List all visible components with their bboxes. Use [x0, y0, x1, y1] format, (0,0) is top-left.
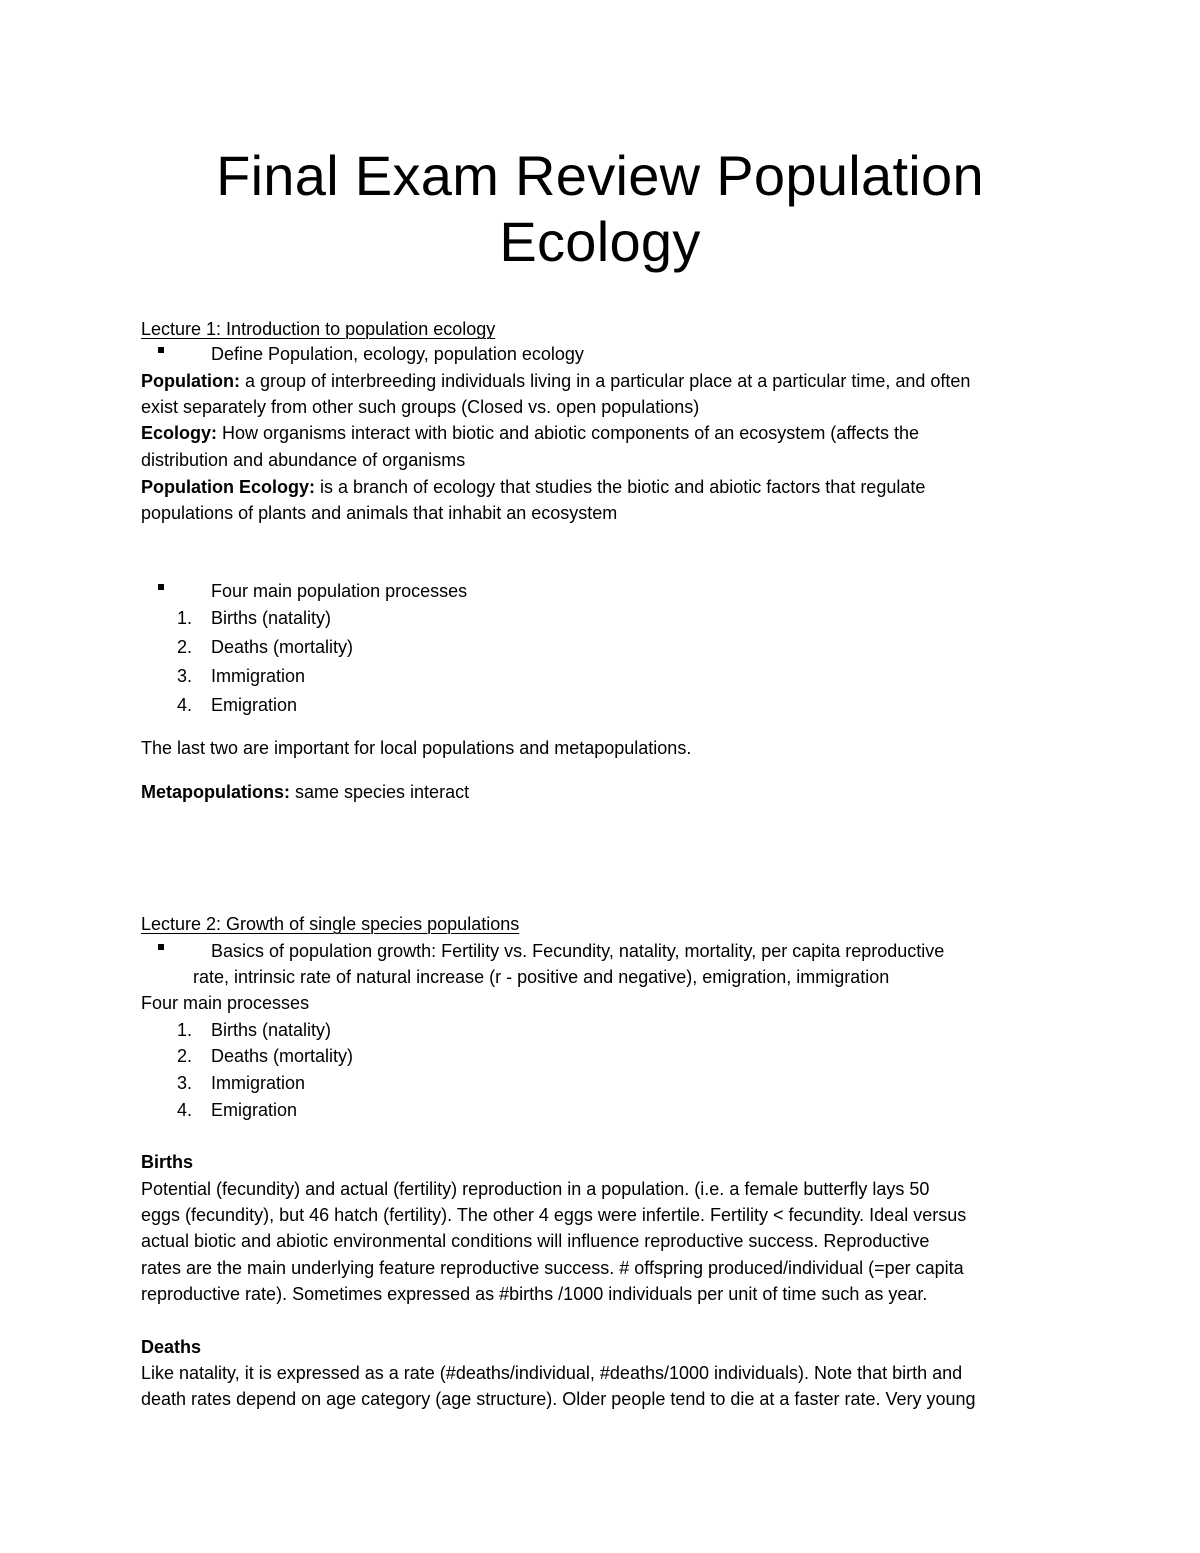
ecology-definition-line2: distribution and abundance of organisms — [141, 450, 466, 470]
list-item: Births (natality) — [211, 608, 332, 628]
list-item: Emigration — [211, 695, 298, 715]
deaths-paragraph-line: death rates depend on age category (age structure). Older people tend to die at a faster rate. Very young — [141, 1389, 976, 1409]
four-main-processes-label: Four main processes — [141, 993, 310, 1013]
population-ecology-definition-text: is a branch of ecology that studies the biotic and abiotic factors that regulate — [315, 477, 926, 497]
population-definition-text: a group of interbreeding individuals living in a particular place at a particular time, and often — [239, 371, 971, 391]
metapopulations-definition-text: same species interact — [290, 782, 470, 802]
lecture1-note: The last two are important for local populations and metapopulations. — [141, 738, 692, 758]
list-item: Emigration — [211, 1100, 298, 1120]
births-heading: Births — [141, 1152, 194, 1172]
bullet-square-icon — [158, 347, 164, 353]
bullet-square-icon — [158, 584, 164, 590]
births-paragraph-line: rates are the main underlying feature reproductive success. # offspring produced/individual (=per capita — [141, 1258, 964, 1278]
list-item: Deaths (mortality) — [211, 1046, 354, 1066]
population-definition-line1 — [141, 372, 970, 390]
document-title-line1: Final Exam Review Population — [216, 144, 984, 207]
list-item: Births (natality) — [211, 1020, 332, 1040]
lecture1-heading: Lecture 1: Introduction to population ecology — [141, 319, 496, 339]
lecture2-bullet-basics-line1: Basics of population growth: Fertility vs. Fecundity, natality, mortality, per capita reproductive — [211, 941, 945, 961]
list-item-number: 3. — [176, 1073, 192, 1093]
lecture2-heading: Lecture 2: Growth of single species populations — [141, 914, 520, 934]
births-paragraph-line: Potential (fecundity) and actual (fertility) reproduction in a population. (i.e. a female butterfly lays 50 — [141, 1179, 930, 1199]
list-item-number: 1. — [176, 608, 192, 628]
population-definition-line2: exist separately from other such groups (Closed vs. open populations) — [141, 397, 700, 417]
ecology-term: Ecology: — [141, 423, 218, 443]
document-title-line2: Ecology — [499, 210, 701, 273]
deaths-paragraph-line: Like natality, it is expressed as a rate (#deaths/individual, #deaths/1000 individuals). Note that birth and — [141, 1363, 963, 1383]
births-paragraph-line: reproductive rate). Sometimes expressed as #births /1000 individuals per unit of time such as year. — [141, 1284, 928, 1304]
list-item-number: 2. — [176, 637, 192, 657]
list-item-number: 3. — [176, 666, 192, 686]
births-paragraph-line: actual biotic and abiotic environmental conditions will influence reproductive success. Reproductive — [141, 1231, 930, 1251]
deaths-heading: Deaths — [141, 1337, 202, 1357]
bullet-square-icon — [158, 944, 164, 950]
metapopulations-term: Metapopulations: — [141, 782, 290, 802]
population-ecology-term: Population Ecology: — [141, 477, 315, 497]
population-term: Population: — [141, 371, 240, 391]
list-item-number: 4. — [176, 1100, 192, 1120]
list-item: Immigration — [211, 666, 306, 686]
births-paragraph-line: eggs (fecundity), but 46 hatch (fertility). The other 4 eggs were infertile. Fertility < fecundity. Ideal versus — [141, 1205, 967, 1225]
ecology-definition-text: How organisms interact with biotic and abiotic components of an ecosystem (affects the — [217, 423, 920, 443]
list-item-number: 2. — [176, 1046, 192, 1066]
lecture1-bullet-define: Define Population, ecology, population ecology — [211, 344, 584, 364]
population-ecology-definition-line2: populations of plants and animals that inhabit an ecosystem — [141, 503, 618, 523]
metapopulations-definition — [141, 783, 469, 801]
lecture1-bullet-processes: Four main population processes — [211, 581, 468, 601]
population-ecology-definition-line1 — [141, 478, 925, 496]
list-item: Deaths (mortality) — [211, 637, 354, 657]
list-item-number: 1. — [176, 1020, 192, 1040]
list-item: Immigration — [211, 1073, 306, 1093]
lecture2-bullet-basics-line2: rate, intrinsic rate of natural increase (r - positive and negative), emigration, immigration — [193, 967, 890, 987]
list-item-number: 4. — [176, 695, 192, 715]
ecology-definition-line1 — [141, 424, 919, 442]
